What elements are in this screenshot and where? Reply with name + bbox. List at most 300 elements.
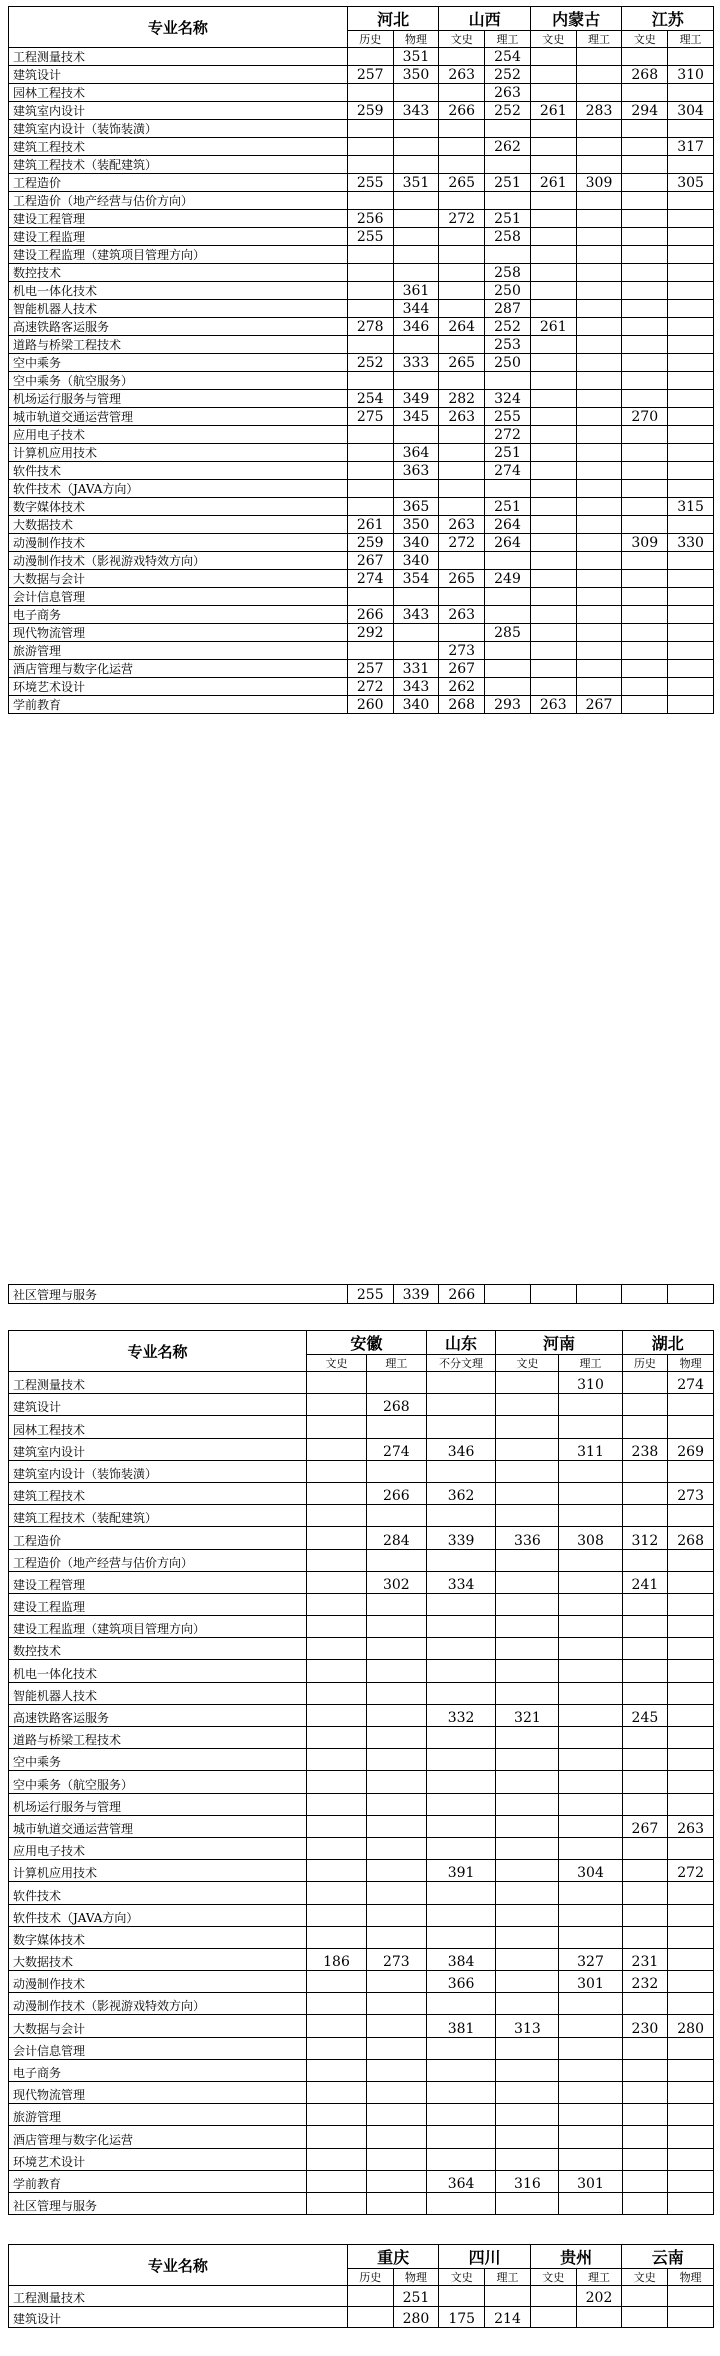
score-cell bbox=[622, 444, 668, 462]
score-cell bbox=[496, 1860, 559, 1882]
score-cell bbox=[439, 498, 485, 516]
score-cell bbox=[668, 2104, 714, 2126]
score-cell: 250 bbox=[485, 282, 531, 300]
score-cell bbox=[668, 552, 714, 570]
score-cell: 274 bbox=[668, 1372, 714, 1394]
score-cell: 252 bbox=[485, 66, 531, 84]
table-row bbox=[9, 1460, 714, 1482]
table-row bbox=[9, 1993, 714, 2015]
score-cell: 270 bbox=[622, 408, 668, 426]
score-cell bbox=[559, 2037, 622, 2059]
score-cell bbox=[559, 1771, 622, 1793]
score-cell bbox=[622, 1682, 668, 1704]
score-cell bbox=[668, 1394, 714, 1416]
score-cell bbox=[426, 1771, 496, 1793]
score-cell bbox=[622, 1549, 668, 1571]
score-cell bbox=[530, 228, 576, 246]
score-cell bbox=[576, 2307, 622, 2328]
major-name: 建设工程监理 bbox=[9, 228, 348, 246]
score-cell bbox=[668, 48, 714, 66]
score-cell bbox=[622, 318, 668, 336]
table-row bbox=[9, 156, 714, 174]
table-row bbox=[9, 390, 714, 408]
subject-header: 理工 bbox=[668, 31, 714, 48]
score-cell bbox=[668, 2037, 714, 2059]
table-row bbox=[9, 1660, 714, 1682]
table-row bbox=[9, 264, 714, 282]
score-cell: 294 bbox=[622, 102, 668, 120]
score-cell bbox=[496, 1793, 559, 1815]
score-cell bbox=[530, 498, 576, 516]
table-row bbox=[9, 282, 714, 300]
score-cell bbox=[496, 1394, 559, 1416]
score-cell bbox=[426, 1904, 496, 1926]
score-cell bbox=[347, 2286, 393, 2307]
score-cell bbox=[530, 462, 576, 480]
score-cell bbox=[576, 462, 622, 480]
score-cell: 268 bbox=[439, 696, 485, 714]
score-cell bbox=[668, 282, 714, 300]
major-name: 机场运行服务与管理 bbox=[9, 1793, 307, 1815]
score-cell bbox=[530, 444, 576, 462]
score-cell: 363 bbox=[393, 462, 439, 480]
score-cell bbox=[393, 426, 439, 444]
score-cell bbox=[426, 1660, 496, 1682]
score-cell: 274 bbox=[366, 1438, 426, 1460]
score-cell bbox=[622, 2126, 668, 2148]
score-cell bbox=[668, 1793, 714, 1815]
major-name: 城市轨道交通运营管理 bbox=[9, 1815, 307, 1837]
score-cell: 231 bbox=[622, 1948, 668, 1970]
score-cell: 263 bbox=[530, 696, 576, 714]
score-cell bbox=[485, 552, 531, 570]
major-name: 大数据技术 bbox=[9, 1948, 307, 1970]
major-name: 社区管理与服务 bbox=[9, 2192, 307, 2214]
score-cell bbox=[576, 426, 622, 444]
score-cell bbox=[622, 1593, 668, 1615]
table-row bbox=[9, 336, 714, 354]
score-cell bbox=[485, 1285, 531, 1304]
score-cell: 238 bbox=[622, 1438, 668, 1460]
table-row bbox=[9, 210, 714, 228]
score-cell bbox=[347, 462, 393, 480]
column-header-major: 专业名称 bbox=[9, 7, 348, 48]
score-cell bbox=[496, 1749, 559, 1771]
table-row bbox=[9, 1527, 714, 1549]
score-cell: 261 bbox=[530, 174, 576, 192]
score-cell bbox=[485, 246, 531, 264]
score-cell bbox=[307, 1815, 367, 1837]
score-cell: 260 bbox=[347, 696, 393, 714]
score-cell bbox=[496, 2037, 559, 2059]
major-name: 应用电子技术 bbox=[9, 426, 348, 444]
score-cell bbox=[668, 84, 714, 102]
score-cell bbox=[668, 1882, 714, 1904]
score-cell bbox=[622, 2148, 668, 2170]
score-cell bbox=[668, 318, 714, 336]
score-cell: 266 bbox=[439, 1285, 485, 1304]
score-cell: 362 bbox=[426, 1482, 496, 1504]
score-cell: 272 bbox=[439, 534, 485, 552]
table-row bbox=[9, 66, 714, 84]
score-cell bbox=[485, 2286, 531, 2307]
score-cell: 259 bbox=[347, 102, 393, 120]
score-cell bbox=[622, 426, 668, 444]
score-cell bbox=[622, 552, 668, 570]
subject-header: 文史 bbox=[622, 2269, 668, 2286]
score-cell bbox=[496, 1505, 559, 1527]
score-cell bbox=[347, 498, 393, 516]
province-header: 河南 bbox=[496, 1331, 622, 1355]
score-cell bbox=[347, 372, 393, 390]
table-row bbox=[9, 372, 714, 390]
table-row bbox=[9, 1394, 714, 1416]
score-cell bbox=[393, 246, 439, 264]
score-cell bbox=[559, 2082, 622, 2104]
table-row bbox=[9, 1505, 714, 1527]
score-cell bbox=[668, 2082, 714, 2104]
score-cell bbox=[576, 444, 622, 462]
score-cell: 285 bbox=[485, 624, 531, 642]
score-cell bbox=[347, 480, 393, 498]
score-cell bbox=[307, 1749, 367, 1771]
score-cell bbox=[668, 1549, 714, 1571]
score-cell bbox=[307, 1793, 367, 1815]
major-name: 大数据与会计 bbox=[9, 2015, 307, 2037]
table-row bbox=[9, 1793, 714, 1815]
score-cell bbox=[496, 1815, 559, 1837]
score-cell: 351 bbox=[393, 48, 439, 66]
score-cell bbox=[559, 1571, 622, 1593]
table-row bbox=[9, 1860, 714, 1882]
table-row bbox=[9, 1549, 714, 1571]
score-cell: 264 bbox=[439, 318, 485, 336]
score-cell: 268 bbox=[668, 1527, 714, 1549]
score-cell bbox=[622, 1837, 668, 1859]
score-cell: 268 bbox=[366, 1394, 426, 1416]
score-cell bbox=[485, 678, 531, 696]
score-cell: 287 bbox=[485, 300, 531, 318]
score-cell bbox=[668, 372, 714, 390]
score-cell bbox=[559, 1549, 622, 1571]
score-cell: 175 bbox=[439, 2307, 485, 2328]
score-cell bbox=[668, 678, 714, 696]
score-cell bbox=[347, 264, 393, 282]
score-cell: 283 bbox=[576, 102, 622, 120]
major-name: 建筑工程技术（装配建筑） bbox=[9, 1505, 307, 1527]
score-cell bbox=[559, 1616, 622, 1638]
score-cell bbox=[622, 1505, 668, 1527]
table-row bbox=[9, 1482, 714, 1504]
major-name: 数字媒体技术 bbox=[9, 1926, 307, 1948]
subject-header: 理工 bbox=[485, 31, 531, 48]
score-cell bbox=[496, 1882, 559, 1904]
score-cell bbox=[439, 300, 485, 318]
score-cell bbox=[439, 480, 485, 498]
score-cell bbox=[668, 192, 714, 210]
major-name: 建筑设计 bbox=[9, 66, 348, 84]
score-cell bbox=[307, 1771, 367, 1793]
score-cell bbox=[576, 480, 622, 498]
province-header-row bbox=[9, 7, 714, 31]
table-row bbox=[9, 1372, 714, 1394]
score-cell bbox=[307, 2037, 367, 2059]
score-cell bbox=[576, 516, 622, 534]
score-cell: 251 bbox=[393, 2286, 439, 2307]
score-cell: 309 bbox=[576, 174, 622, 192]
subject-header: 理工 bbox=[366, 1355, 426, 1372]
score-cell bbox=[559, 2059, 622, 2081]
major-name: 高速铁路客运服务 bbox=[9, 318, 348, 336]
score-cell: 254 bbox=[347, 390, 393, 408]
score-cell: 251 bbox=[485, 174, 531, 192]
score-cell bbox=[559, 1482, 622, 1504]
score-cell bbox=[530, 426, 576, 444]
score-cell bbox=[668, 120, 714, 138]
score-cell bbox=[668, 2126, 714, 2148]
score-cell bbox=[559, 1460, 622, 1482]
province-header: 山东 bbox=[426, 1331, 496, 1355]
score-cell: 264 bbox=[485, 516, 531, 534]
score-cell bbox=[668, 300, 714, 318]
score-cell: 317 bbox=[668, 138, 714, 156]
score-cell bbox=[307, 1926, 367, 1948]
score-cell: 265 bbox=[439, 174, 485, 192]
score-cell: 252 bbox=[485, 318, 531, 336]
score-cell bbox=[426, 2037, 496, 2059]
score-cell bbox=[307, 1394, 367, 1416]
score-cell: 311 bbox=[559, 1438, 622, 1460]
score-cell bbox=[393, 210, 439, 228]
score-cell bbox=[307, 1616, 367, 1638]
score-cell bbox=[576, 1285, 622, 1304]
score-cell bbox=[393, 372, 439, 390]
score-cell bbox=[668, 660, 714, 678]
score-cell bbox=[307, 1727, 367, 1749]
score-cell: 273 bbox=[668, 1482, 714, 1504]
score-cell bbox=[622, 498, 668, 516]
score-cell: 230 bbox=[622, 2015, 668, 2037]
score-cell bbox=[439, 120, 485, 138]
score-cell bbox=[559, 1394, 622, 1416]
score-cell: 313 bbox=[496, 2015, 559, 2037]
score-cell bbox=[530, 678, 576, 696]
score-cell: 333 bbox=[393, 354, 439, 372]
score-cell: 365 bbox=[393, 498, 439, 516]
score-cell bbox=[347, 192, 393, 210]
province-header: 安徽 bbox=[307, 1331, 427, 1355]
score-cell bbox=[668, 1505, 714, 1527]
score-cell bbox=[559, 1926, 622, 1948]
score-cell bbox=[622, 1882, 668, 1904]
score-cell bbox=[559, 1660, 622, 1682]
score-cell bbox=[496, 1727, 559, 1749]
major-name: 道路与桥梁工程技术 bbox=[9, 1727, 307, 1749]
score-cell bbox=[622, 1460, 668, 1482]
score-cell bbox=[559, 2104, 622, 2126]
major-name: 建筑室内设计 bbox=[9, 102, 348, 120]
score-cell bbox=[622, 1638, 668, 1660]
score-cell bbox=[622, 480, 668, 498]
score-cell bbox=[426, 1593, 496, 1615]
score-cell bbox=[485, 606, 531, 624]
score-cell bbox=[366, 1638, 426, 1660]
major-name: 旅游管理 bbox=[9, 642, 348, 660]
score-cell bbox=[530, 570, 576, 588]
score-cell bbox=[393, 480, 439, 498]
score-cell bbox=[668, 1993, 714, 2015]
table-row bbox=[9, 2015, 714, 2037]
score-cell: 255 bbox=[347, 174, 393, 192]
score-cell bbox=[366, 1505, 426, 1527]
score-cell: 214 bbox=[485, 2307, 531, 2328]
major-name: 智能机器人技术 bbox=[9, 1682, 307, 1704]
score-cell: 264 bbox=[485, 534, 531, 552]
table-row bbox=[9, 1638, 714, 1660]
score-cell bbox=[530, 48, 576, 66]
subject-header: 不分文理 bbox=[426, 1355, 496, 1372]
table-row bbox=[9, 138, 714, 156]
score-cell: 324 bbox=[485, 390, 531, 408]
score-cell bbox=[668, 1771, 714, 1793]
score-cell bbox=[622, 1904, 668, 1926]
score-cell: 384 bbox=[426, 1948, 496, 1970]
score-table-2 bbox=[8, 1330, 714, 2215]
score-cell: 251 bbox=[485, 210, 531, 228]
score-cell bbox=[307, 2015, 367, 2037]
score-cell: 366 bbox=[426, 1971, 496, 1993]
score-cell bbox=[485, 372, 531, 390]
major-name: 大数据与会计 bbox=[9, 570, 348, 588]
score-cell bbox=[393, 642, 439, 660]
score-cell bbox=[668, 696, 714, 714]
major-name: 建筑室内设计（装饰装潢） bbox=[9, 120, 348, 138]
major-name: 现代物流管理 bbox=[9, 2082, 307, 2104]
major-name: 空中乘务 bbox=[9, 1749, 307, 1771]
score-cell bbox=[307, 1882, 367, 1904]
score-cell bbox=[530, 588, 576, 606]
score-cell bbox=[307, 1593, 367, 1615]
score-cell: 263 bbox=[439, 66, 485, 84]
major-name: 电子商务 bbox=[9, 606, 348, 624]
score-cell: 275 bbox=[347, 408, 393, 426]
score-cell bbox=[622, 390, 668, 408]
score-cell bbox=[559, 1837, 622, 1859]
province-header: 重庆 bbox=[347, 2245, 439, 2269]
score-cell bbox=[426, 2148, 496, 2170]
score-cell: 302 bbox=[366, 1571, 426, 1593]
score-cell bbox=[530, 300, 576, 318]
table-row bbox=[9, 1926, 714, 1948]
table-row bbox=[9, 246, 714, 264]
score-cell bbox=[622, 1372, 668, 1394]
table-row bbox=[9, 1285, 714, 1304]
table-row bbox=[9, 354, 714, 372]
score-cell: 327 bbox=[559, 1948, 622, 1970]
score-cell: 262 bbox=[439, 678, 485, 696]
score-cell bbox=[393, 138, 439, 156]
major-name: 建筑室内设计（装饰装潢） bbox=[9, 1460, 307, 1482]
score-cell bbox=[668, 1460, 714, 1482]
score-cell bbox=[530, 138, 576, 156]
major-name: 学前教育 bbox=[9, 2170, 307, 2192]
score-cell: 245 bbox=[622, 1704, 668, 1726]
score-cell bbox=[668, 264, 714, 282]
score-cell: 350 bbox=[393, 66, 439, 84]
score-cell: 272 bbox=[347, 678, 393, 696]
score-cell: 346 bbox=[426, 1438, 496, 1460]
score-cell bbox=[426, 1505, 496, 1527]
major-name: 园林工程技术 bbox=[9, 84, 348, 102]
major-name: 数字媒体技术 bbox=[9, 498, 348, 516]
score-cell bbox=[347, 138, 393, 156]
score-cell: 391 bbox=[426, 1860, 496, 1882]
score-cell: 282 bbox=[439, 390, 485, 408]
score-cell bbox=[622, 192, 668, 210]
table-row bbox=[9, 2148, 714, 2170]
score-cell bbox=[485, 588, 531, 606]
major-name: 应用电子技术 bbox=[9, 1837, 307, 1859]
score-cell bbox=[668, 444, 714, 462]
score-cell bbox=[347, 426, 393, 444]
score-cell: 251 bbox=[485, 444, 531, 462]
major-name: 环境艺术设计 bbox=[9, 678, 348, 696]
score-cell bbox=[426, 1815, 496, 1837]
score-cell bbox=[622, 1771, 668, 1793]
score-cell bbox=[366, 2192, 426, 2214]
score-cell bbox=[366, 1727, 426, 1749]
score-cell bbox=[559, 1793, 622, 1815]
score-cell: 349 bbox=[393, 390, 439, 408]
score-cell bbox=[576, 570, 622, 588]
score-cell bbox=[530, 246, 576, 264]
major-name: 酒店管理与数字化运营 bbox=[9, 2126, 307, 2148]
score-cell bbox=[559, 1505, 622, 1527]
table-row bbox=[9, 588, 714, 606]
table-row bbox=[9, 552, 714, 570]
score-cell bbox=[530, 408, 576, 426]
score-cell bbox=[347, 282, 393, 300]
score-cell bbox=[307, 2059, 367, 2081]
table-row bbox=[9, 678, 714, 696]
table-row bbox=[9, 1749, 714, 1771]
score-cell bbox=[393, 336, 439, 354]
score-cell bbox=[530, 66, 576, 84]
score-cell: 310 bbox=[668, 66, 714, 84]
score-cell: 272 bbox=[485, 426, 531, 444]
score-cell bbox=[668, 642, 714, 660]
score-cell bbox=[668, 354, 714, 372]
table-row bbox=[9, 1771, 714, 1793]
score-cell bbox=[393, 84, 439, 102]
score-cell: 315 bbox=[668, 498, 714, 516]
table-row bbox=[9, 444, 714, 462]
major-name: 动漫制作技术（影视游戏特效方向） bbox=[9, 1993, 307, 2015]
score-cell bbox=[496, 2059, 559, 2081]
score-cell bbox=[496, 1904, 559, 1926]
score-cell bbox=[576, 660, 622, 678]
table-row bbox=[9, 192, 714, 210]
table-row bbox=[9, 48, 714, 66]
score-cell: 263 bbox=[439, 408, 485, 426]
score-cell bbox=[576, 246, 622, 264]
score-cell bbox=[622, 2037, 668, 2059]
score-cell bbox=[496, 1372, 559, 1394]
score-cell: 261 bbox=[530, 318, 576, 336]
score-cell: 354 bbox=[393, 570, 439, 588]
score-cell bbox=[393, 624, 439, 642]
score-cell: 268 bbox=[622, 66, 668, 84]
